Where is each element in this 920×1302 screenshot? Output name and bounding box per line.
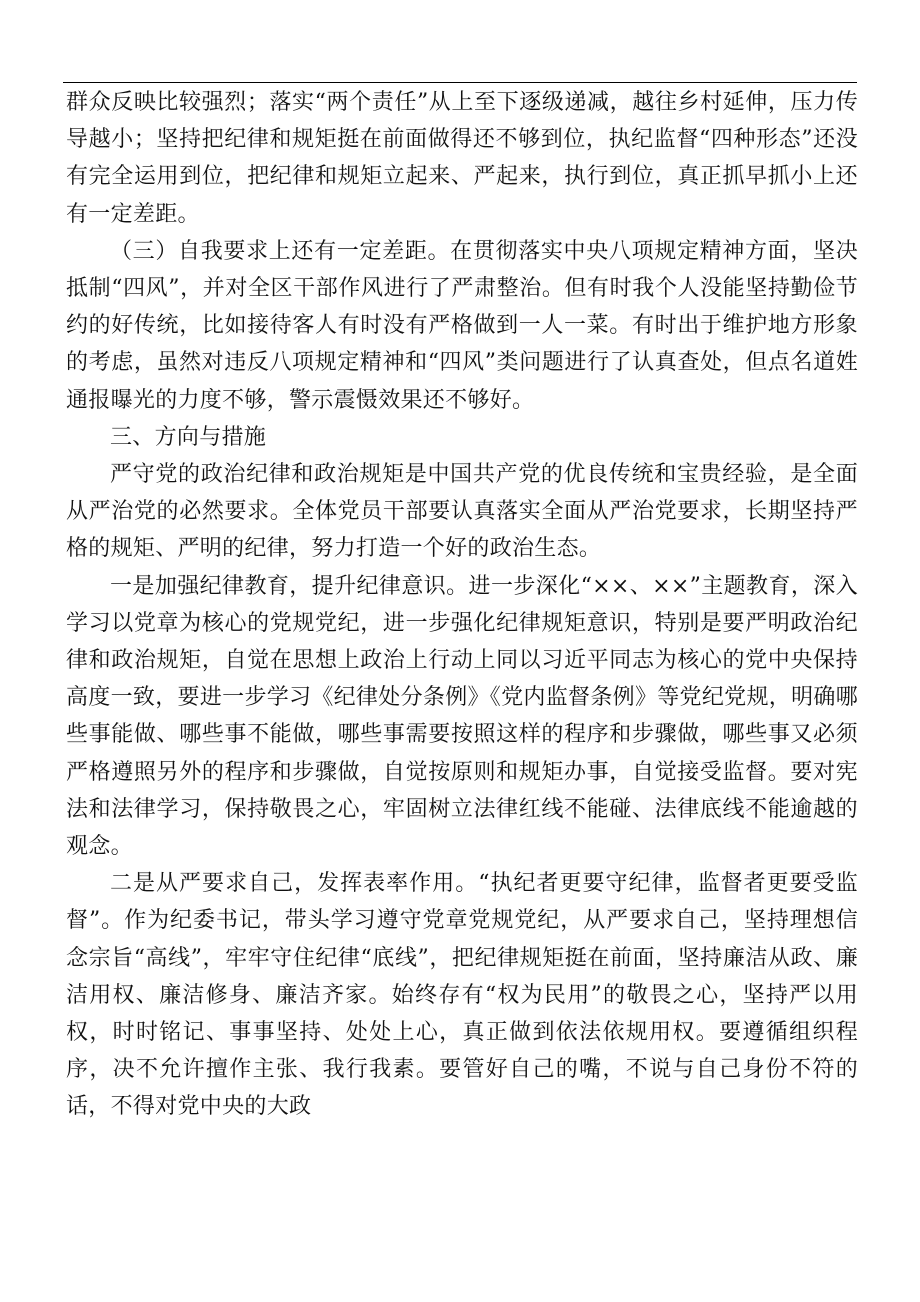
paragraph-self-requirement: （三）自我要求上还有一定差距。在贯彻落实中央八项规定精神方面，坚决抵制“四风”，并对全区干部作风进行了严肃整治。但有时我个人没能坚持勤俭节约的好传统，比如接待客人有时没有严格做到一人一菜。有时出于维护地方形象的考虑，虽然对违反八项规定精神和“四风”类问题进行了认真查处，但点名道姓通报曝光的力度不够，警示震慑效果还不够好。	[66, 238, 858, 413]
paragraph-measure-two: 二是从严要求自己，发挥表率作用。“执纪者更要守纪律，监督者更要受监督”。作为纪委书记，带头学习遵守党章党规党纪，从严要求自己，坚持理想信念宗旨“高线”，牢牢守住纪律“底线”，把纪律规矩挺在前面，坚持廉洁从政、廉洁用权、廉洁修身、廉洁齐家。始终存有“权为民用”的敬畏之心，坚持严以用权，时时铭记、事事坚持、处处上心，真正做到依法依规用权。要遵循组织程序，决不允许擅作主张、我行我素。要管好自己的嘴，不说与自己身份不符的话，不得对党中央的大政	[66, 871, 858, 1120]
header-rule	[63, 82, 857, 83]
paragraph-continuation: 群众反映比较强烈；落实“两个责任”从上至下逐级递减，越往乡村延伸，压力传导越小；坚持把纪律和规矩挺在前面做得还不够到位，执纪监督“四种形态”还没有完全运用到位，把纪律和规矩立起来、严起来，执行到位，真正抓早抓小上还有一定差距。	[66, 90, 858, 227]
paragraph-measure-one: 一是加强纪律教育，提升纪律意识。进一步深化“××、××”主题教育，深入学习以党章为核心的党规党纪，进一步强化纪律规矩意识，特别是要严明政治纪律和政治规矩，自觉在思想上政治上行动上同以习近平同志为核心的党中央保持高度一致，要进一步学习《纪律处分条例》《党内监督条例》等党纪党规，明确哪些事能做、哪些事不能做，哪些事需要按照这样的程序和步骤做，哪些事又必须严格遵照另外的程序和步骤做，自觉按原则和规矩办事，自觉接受监督。要对宪法和法律学习，保持敬畏之心，牢固树立法律红线不能碰、法律底线不能逾越的观念。	[66, 573, 858, 860]
paragraph-intro-measures: 严守党的政治纪律和政治规矩是中国共产党的优良传统和宝贵经验，是全面从严治党的必然要求。全体党员干部要认真落实全面从严治党要求，长期坚持严格的规矩、严明的纪律，努力打造一个好的政治生态。	[66, 462, 858, 562]
document-body	[66, 84, 858, 1126]
section-heading-direction-measures: 三、方向与措施	[110, 424, 267, 450]
